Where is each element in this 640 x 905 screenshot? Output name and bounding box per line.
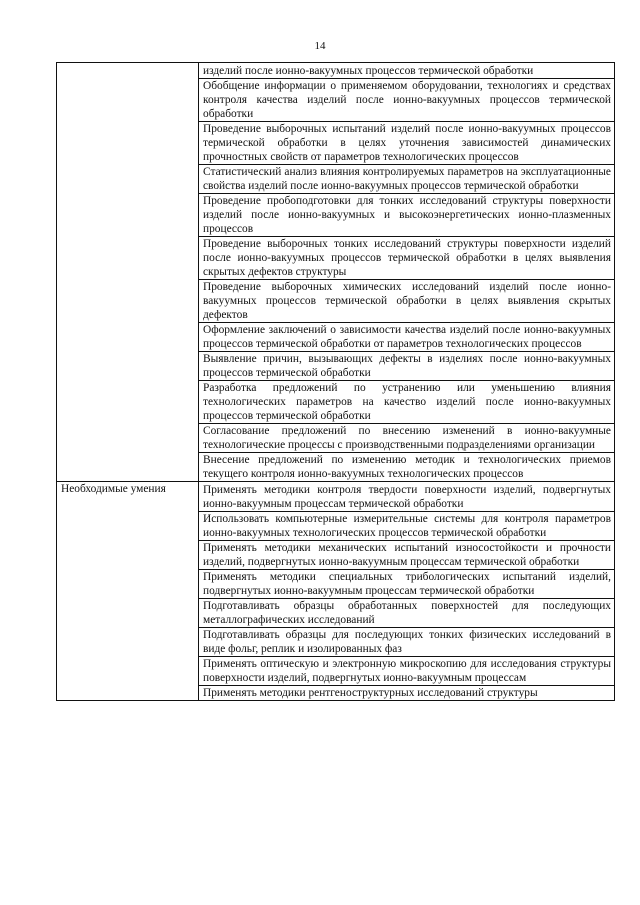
page-number: 14 xyxy=(314,40,326,52)
item-text: Применять методики контроля твердости поверхности изделий, подвергнутых ионно-вакуумным процессам термической обработки xyxy=(199,482,615,512)
item-text: Выявление причин, вызывающих дефекты в изделиях после ионно-вакуумных процессов термической обработки xyxy=(199,352,615,381)
section-label xyxy=(57,63,199,482)
item-text: Обобщение информации о применяемом оборудовании, технологиях и средствах контроля качества изделий после ионно-вакуумных процессов термической обработки xyxy=(199,79,615,122)
item-text: изделий после ионно-вакуумных процессов термической обработки xyxy=(199,63,615,79)
item-text: Внесение предложений по изменению методик и технологических приемов текущего контроля ионно-вакуумных технологических процессов xyxy=(199,453,615,482)
item-text: Применять методики специальных трибологических испытаний изделий, подвергнутых ионно-вакуумным процессам термической обработки xyxy=(199,570,615,599)
table-row xyxy=(57,63,615,79)
item-text: Проведение выборочных химических исследований изделий после ионно-вакуумных процессов термической обработки в целях выявления скрытых дефектов xyxy=(199,280,615,323)
item-text: Проведение выборочных испытаний изделий после ионно-вакуумных процессов термической обработки в целях уточнения зависимостей динамических прочностных свойств от параметров технологических процессов xyxy=(199,122,615,165)
item-text: Разработка предложений по устранению или уменьшению влияния технологических параметров на качество изделий после ионно-вакуумных процессов термической обработки xyxy=(199,381,615,424)
item-text: Применять оптическую и электронную микроскопию для исследования структуры поверхности изделий, подвергнутых ионно-вакуумным процессам xyxy=(199,657,615,686)
section-label: Необходимые умения xyxy=(57,482,199,701)
item-text: Применять методики рентгеноструктурных исследований структуры xyxy=(199,686,615,701)
table-row xyxy=(57,482,615,512)
item-text: Оформление заключений о зависимости качества изделий после ионно-вакуумных процессов термической обработки от параметров технологических процессов xyxy=(199,323,615,352)
item-text: Использовать компьютерные измерительные системы для контроля параметров ионно-вакуумных технологических процессов термической обработки xyxy=(199,512,615,541)
item-text: Подготавливать образцы обработанных поверхностей для последующих металлографических исследований xyxy=(199,599,615,628)
item-text: Проведение выборочных тонких исследований структуры поверхности изделий после ионно-вакуумных процессов термической обработки в целях выявления скрытых дефектов структуры xyxy=(199,237,615,280)
item-text: Проведение пробоподготовки для тонких исследований структуры поверхности изделий после ионно-вакуумных и высокоэнергетических ионно-плазменных процессов xyxy=(199,194,615,237)
item-text: Применять методики механических испытаний износостойкости и прочности изделий, подвергнутых ионно-вакуумным процессам термической обработки xyxy=(199,541,615,570)
item-text: Подготавливать образцы для последующих тонких физических исследований в виде фольг, реплик и изолированных фаз xyxy=(199,628,615,657)
competency-table xyxy=(56,62,615,701)
item-text: Согласование предложений по внесению изменений в ионно-вакуумные технологические процессы с производственными подразделениями организации xyxy=(199,424,615,453)
item-text: Статистический анализ влияния контролируемых параметров на эксплуатационные свойства изделий после ионно-вакуумных процессов термической обработки xyxy=(199,165,615,194)
table-body xyxy=(57,63,615,701)
